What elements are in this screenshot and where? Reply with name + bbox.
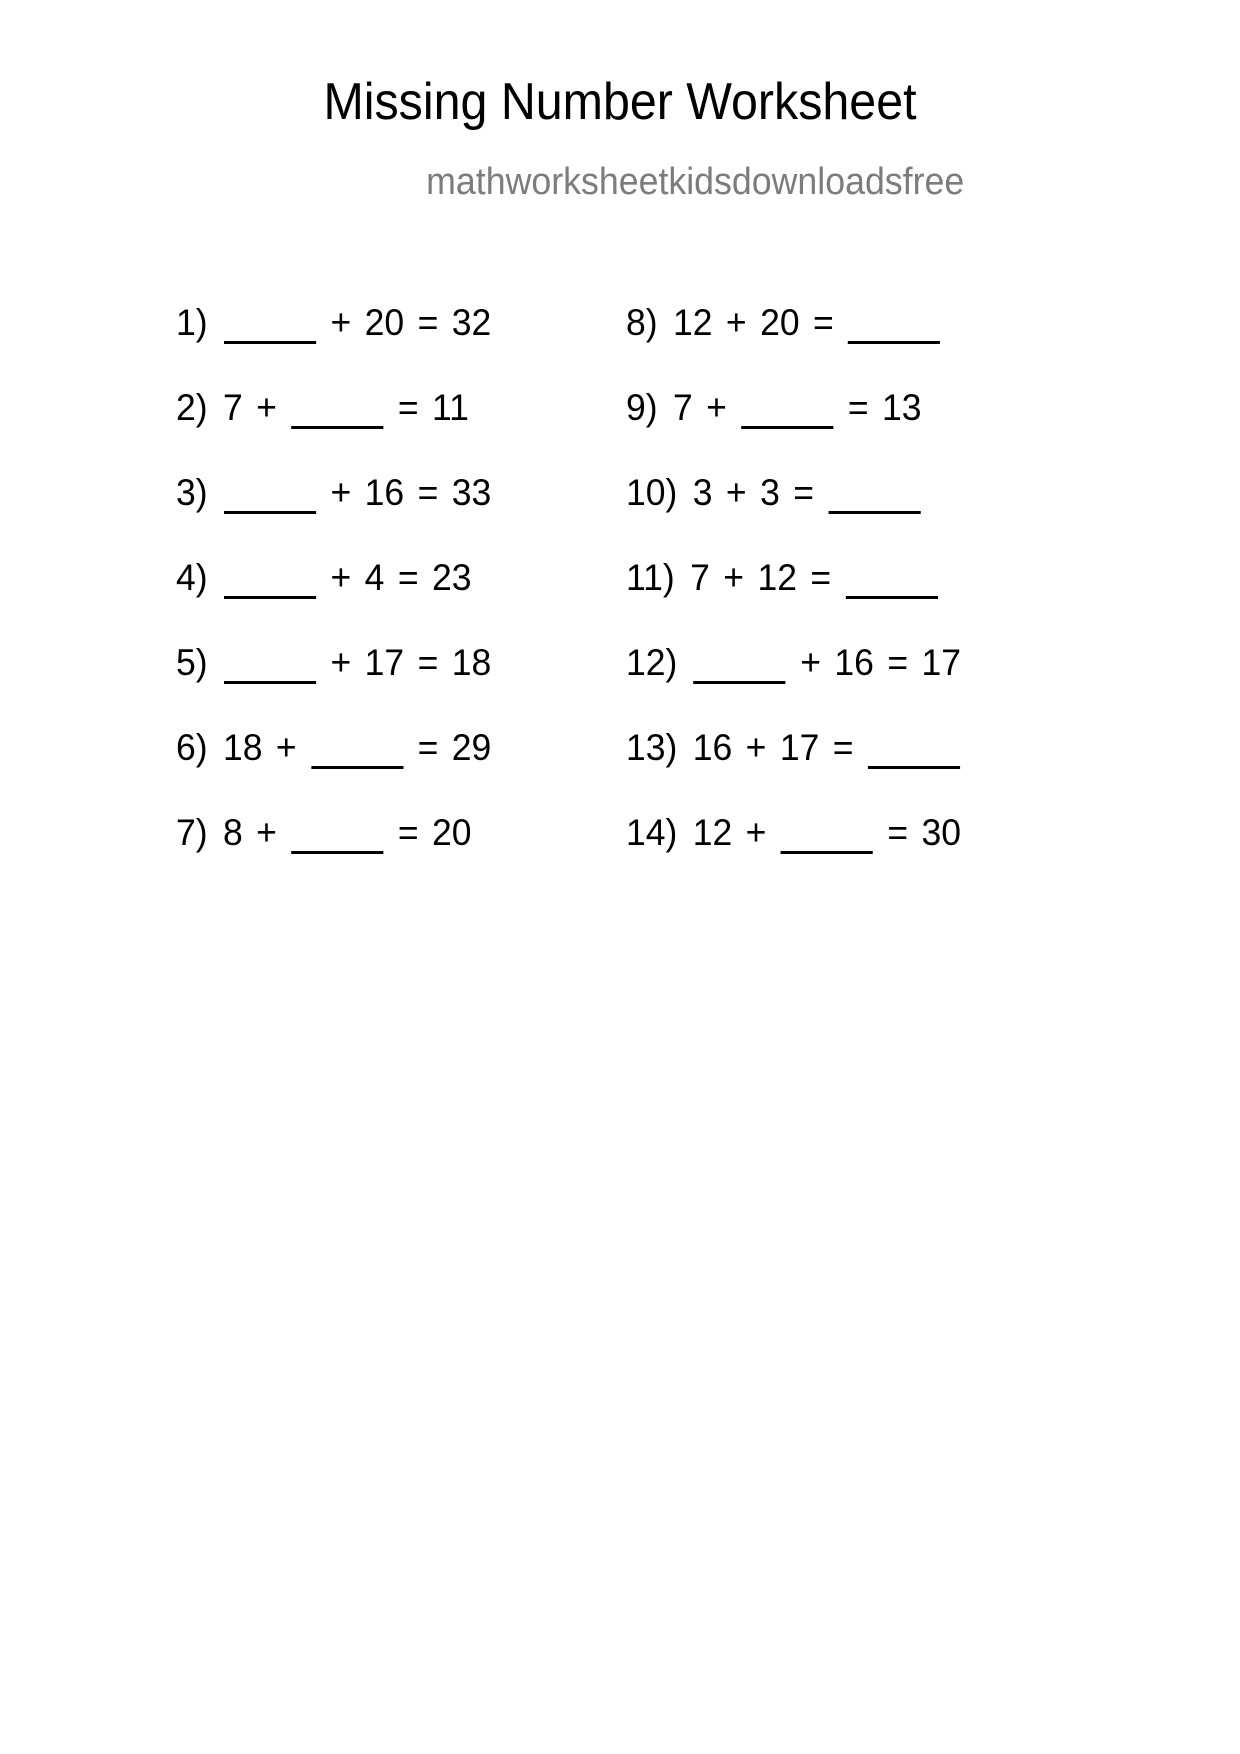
operator: + (723, 557, 745, 598)
answer-blank[interactable] (224, 651, 316, 684)
problem-row (626, 557, 1086, 642)
number-term: 3 (692, 472, 713, 513)
problem-expression (176, 472, 498, 511)
operator: = (793, 472, 815, 513)
problem-number: 11) (626, 557, 675, 598)
page-title: Missing Number Worksheet (323, 73, 917, 131)
answer-blank[interactable] (781, 821, 873, 854)
operator: = (397, 812, 419, 853)
operator: = (417, 642, 439, 683)
operator: + (256, 812, 277, 853)
number-term: 16 (692, 727, 733, 768)
problem-expression (626, 302, 948, 341)
answer-blank[interactable] (224, 481, 316, 514)
number-term: 12 (692, 812, 733, 853)
problem-expression (176, 302, 498, 341)
worksheet-header (0, 73, 1240, 203)
answer-blank[interactable] (741, 396, 833, 429)
operator: = (417, 727, 439, 768)
operator: = (417, 472, 439, 513)
answer-blank[interactable] (224, 311, 316, 344)
answer-blank[interactable] (311, 736, 403, 769)
number-term: 7 (672, 387, 693, 428)
operator: + (725, 472, 747, 513)
number-term: 7 (222, 387, 243, 428)
problem-expression (176, 727, 498, 766)
number-term: 13 (882, 387, 922, 428)
problem-expression (176, 812, 478, 851)
problem-row (176, 557, 626, 642)
number-term: 7 (690, 557, 710, 598)
number-term: 18 (222, 727, 263, 768)
problem-row (626, 387, 1086, 472)
problem-number: 2) (176, 387, 208, 428)
number-term: 16 (364, 472, 405, 513)
operator: + (330, 472, 352, 513)
problem-row (626, 472, 1086, 557)
problem-number: 3) (176, 472, 208, 513)
problem-expression (626, 727, 968, 766)
operator: + (745, 727, 767, 768)
problem-row (626, 727, 1086, 812)
problem-number: 9) (626, 387, 658, 428)
operator: + (330, 642, 352, 683)
problem-row (176, 387, 626, 472)
problem-row (176, 302, 626, 387)
problem-number: 1) (176, 302, 208, 343)
operator: + (256, 387, 277, 428)
number-term: 20 (760, 302, 800, 343)
operator: = (887, 812, 909, 853)
operator: + (330, 302, 352, 343)
operator: = (887, 642, 909, 683)
right-column (626, 302, 1086, 897)
answer-blank[interactable] (694, 651, 786, 684)
answer-blank[interactable] (828, 481, 920, 514)
operator: = (417, 302, 439, 343)
number-term: 17 (921, 642, 962, 683)
problem-row (176, 642, 626, 727)
number-term: 12 (757, 557, 797, 598)
problem-number: 14) (626, 812, 678, 853)
operator: + (745, 812, 767, 853)
number-term: 16 (834, 642, 874, 683)
answer-blank[interactable] (224, 566, 316, 599)
problem-row (626, 302, 1086, 387)
problem-expression (626, 387, 928, 426)
operator: + (725, 302, 747, 343)
number-term: 17 (779, 727, 820, 768)
number-term: 11 (432, 387, 469, 428)
problem-number: 5) (176, 642, 208, 683)
answer-blank[interactable] (291, 821, 383, 854)
problem-number: 4) (176, 557, 208, 598)
problem-grid (0, 302, 1240, 897)
answer-blank[interactable] (291, 396, 383, 429)
answer-blank[interactable] (868, 736, 960, 769)
number-term: 20 (364, 302, 405, 343)
number-term: 17 (364, 642, 405, 683)
number-term: 20 (432, 812, 472, 853)
problem-row (176, 812, 626, 897)
operator: = (810, 557, 832, 598)
problem-number: 6) (176, 727, 208, 768)
operator: = (813, 302, 834, 343)
number-term: 12 (672, 302, 713, 343)
problem-row (176, 472, 626, 557)
number-term: 32 (451, 302, 492, 343)
problem-expression (626, 472, 928, 511)
number-term: 8 (222, 812, 243, 853)
problem-expression (176, 642, 498, 681)
operator: + (706, 387, 727, 428)
problem-expression (176, 557, 478, 596)
number-term: 33 (451, 472, 492, 513)
left-column (176, 302, 626, 897)
answer-blank[interactable] (848, 311, 940, 344)
operator: = (832, 727, 854, 768)
operator: + (275, 727, 297, 768)
worksheet-source-label: mathworksheetkidsdownloadsfree (426, 161, 965, 203)
problem-expression (626, 812, 968, 851)
number-term: 4 (364, 557, 385, 598)
operator: + (800, 642, 821, 683)
number-term: 18 (451, 642, 492, 683)
problem-row (626, 642, 1086, 727)
answer-blank[interactable] (846, 566, 938, 599)
operator: = (847, 387, 869, 428)
operator: = (397, 557, 419, 598)
problem-row (626, 812, 1086, 897)
problem-expression (176, 387, 476, 426)
operator: + (330, 557, 352, 598)
number-term: 30 (921, 812, 962, 853)
problem-number: 8) (626, 302, 658, 343)
operator: = (397, 387, 419, 428)
number-term: 29 (451, 727, 492, 768)
problem-expression (626, 557, 945, 596)
problem-number: 13) (626, 727, 678, 768)
problem-row (176, 727, 626, 812)
problem-number: 10) (626, 472, 678, 513)
problem-number: 12) (626, 642, 678, 683)
problem-number: 7) (176, 812, 208, 853)
number-term: 3 (760, 472, 780, 513)
number-term: 23 (432, 557, 472, 598)
problem-expression (626, 642, 968, 681)
